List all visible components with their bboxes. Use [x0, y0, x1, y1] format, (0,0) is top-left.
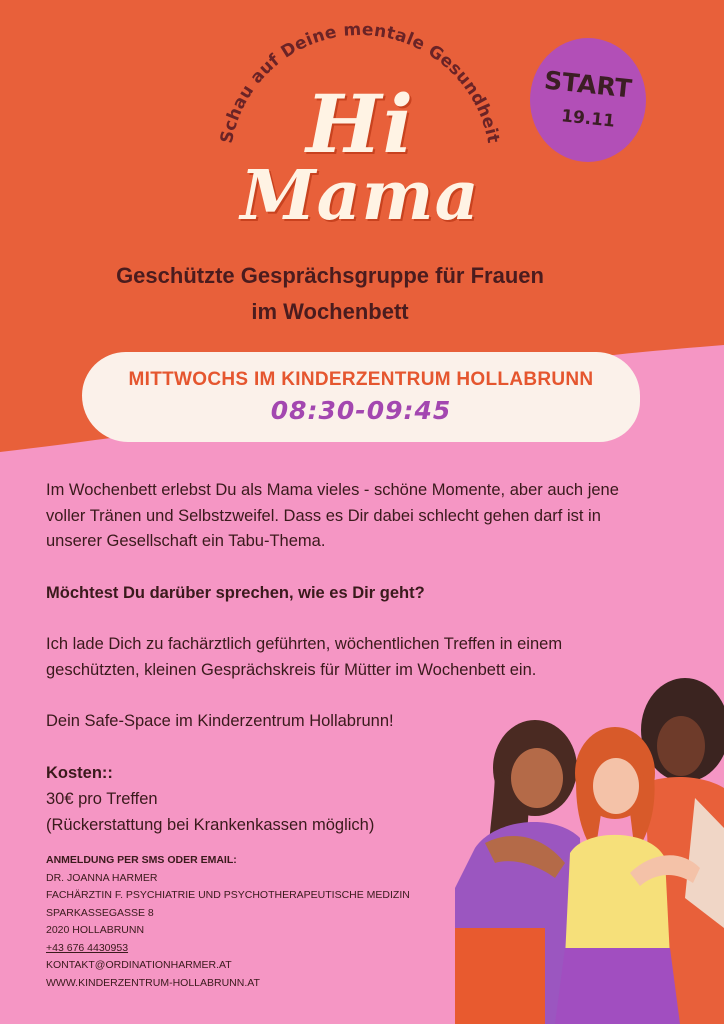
- logo-mama: Mama: [240, 156, 480, 236]
- logo: [150, 77, 570, 236]
- schedule-banner: [82, 352, 640, 442]
- costs-note: (Rückerstattung bei Krankenkassen möglich): [46, 816, 375, 834]
- contact-website[interactable]: WWW.KINDERZENTRUM-HOLLABRUNN.AT: [46, 976, 260, 989]
- contact-heading: ANMELDUNG PER SMS ODER EMAIL:: [46, 854, 237, 866]
- three-women-hugging-illustration: [455, 668, 724, 1024]
- safe-space-line: Dein Safe-Space im Kinderzentrum Hollabrunn!: [46, 712, 394, 730]
- start-date: 19.11: [560, 106, 616, 132]
- costs-section: [46, 760, 374, 838]
- contact-email[interactable]: KONTAKT@ORDINATIONHARMER.AT: [46, 959, 232, 971]
- start-label: START: [542, 65, 634, 104]
- contact-section: [46, 852, 410, 992]
- costs-heading: Kosten::: [46, 764, 113, 782]
- question-heading: Möchtest Du darüber sprechen, wie es Dir geht?: [46, 583, 425, 602]
- contact-street: SPARKASSEGASSE 8: [46, 906, 154, 919]
- costs-price: 30€ pro Treffen: [46, 790, 158, 808]
- arc-text: Schau auf Deine mentale Gesundheit: [216, 19, 504, 146]
- contact-name: DR. JOANNA HARMER: [46, 871, 158, 884]
- subtitle-line2: im Wochenbett: [251, 299, 409, 324]
- subtitle: [40, 258, 620, 330]
- start-badge: [530, 38, 646, 162]
- subtitle-line1: Geschützte Gesprächsgruppe für Frauen: [116, 263, 544, 288]
- logo-hi: Hi: [306, 77, 414, 171]
- contact-phone-link[interactable]: +43 676 4430953: [46, 941, 129, 954]
- schedule-location: MITTWOCHS IM KINDERZENTRUM HOLLABRUNN: [128, 369, 594, 390]
- contact-city: 2020 HOLLABRUNN: [46, 924, 145, 936]
- invitation-paragraph: Ich lade Dich zu fachärztlich geführten, wöchentlichen Treffen in einem geschützten, kleinen Gesprächskreis für Mütter im Wochenbett ein.: [46, 635, 563, 679]
- contact-title: FACHÄRZTIN F. PSYCHIATRIE UND PSYCHOTHERAPEUTISCHE MEDIZIN: [46, 889, 410, 901]
- schedule-time: 08:30-09:45: [270, 396, 452, 425]
- intro-paragraph: Im Wochenbett erlebst Du als Mama vieles - schöne Momente, aber auch jene voller Tränen und Selbstzweifel. Dass es Dir dabei schlecht gehen darf ist in unserer Gesellschaft ein Tabu-Thema.: [46, 481, 619, 550]
